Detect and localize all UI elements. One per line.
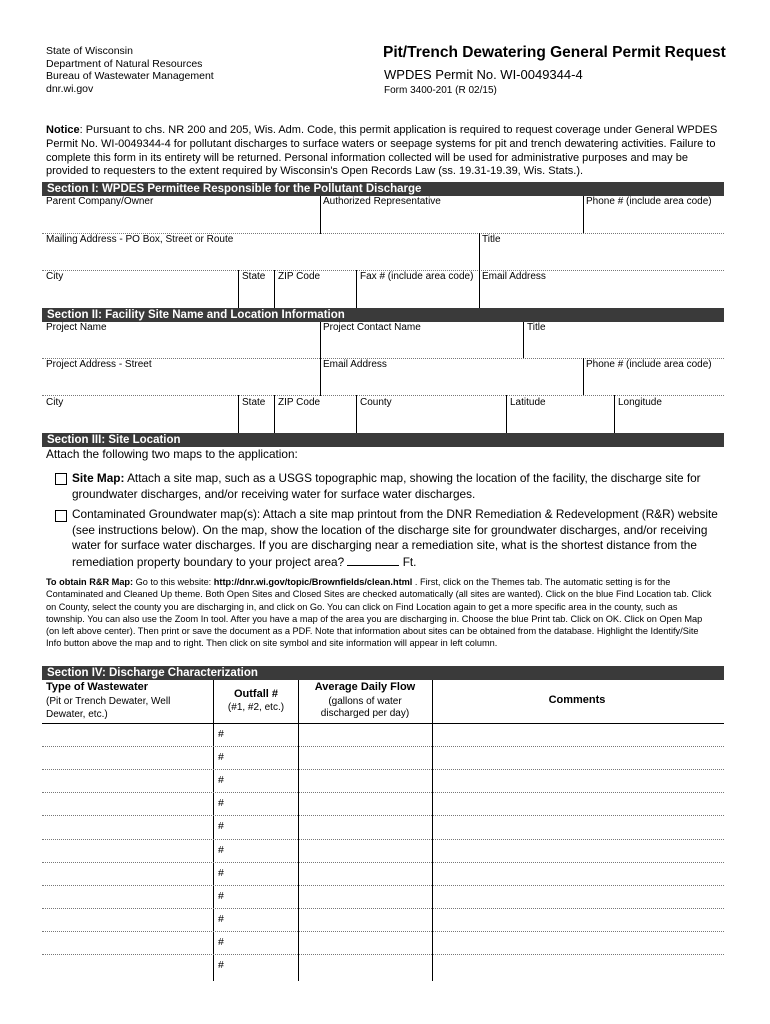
phone-label: Phone # (include area code): [586, 196, 712, 207]
table-row[interactable]: [42, 839, 724, 862]
agency-block: [46, 45, 214, 95]
divider: [356, 395, 357, 433]
row-divider: [42, 769, 724, 770]
divider: [479, 233, 480, 271]
col-type-title: Type of Wastewater: [46, 681, 149, 693]
divider: [320, 322, 321, 359]
rr-instructions-text: . First, click on the Themes tab. The automatic setting is for the Contaminated and Cleaned Up theme. Both Open Sites and Closed Sites are checked automatically (all sites are wanted). Click on the blue Find Location tab. Click on County, select the county you are discharging in, and click on Go. You can click on Find Location again to get a more specific area in the county, such as township. You can also use the Zoom In tool. After you have a map of the area you are discharging in. Choose the blue Print tab. Click on OK. Click on Open Map (on left above center). Then print or save the document as a PDF. Note that information about sites can be obtained from the database. Highlight the Identify/Site Info button above the map and to right. Then click on site symbol and site information will appear in left column.: [46, 577, 712, 649]
groundwater-map-description: Contaminated Groundwater map(s): Attach a site map printout from the DNR Remediation & Redevelopment (R&R) website (see instructions below). On the map, show the location of the discharge site for groundwater discharges, and/or receiving water for surface water discharges. If you are discharging near a remediation site, what is the shortest distance from the remediation property boundary to your project area?: [72, 507, 718, 569]
table-row[interactable]: [42, 954, 724, 977]
title-label: Title: [482, 234, 501, 245]
outfall-marker: #: [218, 959, 224, 971]
col-outfall-title: Outfall #: [233, 688, 278, 700]
table-row[interactable]: [42, 746, 724, 769]
agency-website: dnr.wi.gov: [46, 82, 94, 95]
outfall-marker: #: [218, 843, 224, 856]
row-divider: [42, 395, 724, 396]
form-number: Form 3400-201 (R 02/15): [384, 85, 497, 96]
col-outfall-sub: (#1, #2, etc.): [227, 702, 285, 713]
col-type-sub: (Pit or Trench Dewater, Well Dewater, etc.): [46, 696, 171, 720]
notice-label: Notice: [46, 124, 80, 136]
project-address-label: Project Address - Street: [46, 359, 152, 370]
title-label: Title: [527, 322, 546, 333]
agency-state: State of Wisconsin: [46, 45, 133, 57]
divider: [479, 270, 480, 308]
divider: [523, 322, 524, 359]
table-row[interactable]: [42, 723, 724, 746]
table-row[interactable]: [42, 862, 724, 885]
table-row[interactable]: [42, 792, 724, 815]
outfall-marker: #: [218, 935, 224, 948]
table-row[interactable]: [42, 769, 724, 792]
permit-number: WPDES Permit No. WI-0049344-4: [384, 67, 583, 82]
fax-label: Fax # (include area code): [360, 271, 474, 282]
site-map-label: Site Map:: [72, 471, 125, 485]
divider: [320, 196, 321, 234]
latitude-label: Latitude: [510, 397, 546, 408]
section3-header: Section III: Site Location: [42, 433, 724, 447]
section4-header: Section IV: Discharge Characterization: [42, 666, 724, 680]
rr-label: To obtain R&R Map:: [46, 577, 134, 587]
county-label: County: [360, 397, 392, 408]
col-comments-title: Comments: [548, 694, 606, 706]
table-row[interactable]: [42, 931, 724, 954]
row-divider: [42, 862, 724, 863]
state-label: State: [242, 397, 266, 408]
project-name-label: Project Name: [46, 322, 107, 333]
site-map-description: Attach a site map, such as a USGS topographic map, showing the location of the facility, the discharge site for groundwater discharges, and/or receiving water for surface water discharges.: [72, 471, 701, 501]
feet-suffix: Ft.: [402, 554, 417, 569]
row-divider: [42, 746, 724, 747]
phone-label: Phone # (include area code): [586, 359, 712, 370]
outfall-marker: #: [218, 774, 224, 787]
divider: [274, 270, 275, 308]
notice-paragraph: [46, 124, 718, 179]
row-divider: [42, 792, 724, 793]
rr-url-link[interactable]: http://dnr.wi.gov/topic/Brownfields/clean.html: [213, 577, 413, 587]
table-row[interactable]: [42, 908, 724, 931]
groundwater-map-checkbox[interactable]: [55, 510, 67, 522]
zip-label: ZIP Code: [278, 397, 321, 408]
outfall-marker: #: [218, 866, 224, 879]
longitude-label: Longitude: [618, 397, 662, 408]
divider: [356, 270, 357, 308]
divider: [614, 395, 615, 433]
project-contact-label: Project Contact Name: [323, 322, 421, 333]
state-label: State: [242, 271, 266, 282]
groundwater-map-text: [72, 507, 722, 570]
outfall-marker: #: [218, 889, 224, 902]
outfall-marker: #: [218, 751, 224, 764]
row-divider: [42, 815, 724, 816]
outfall-marker: #: [218, 797, 224, 810]
table-row[interactable]: [42, 815, 724, 838]
site-map-text: [72, 471, 722, 502]
divider: [506, 395, 507, 433]
divider: [583, 196, 584, 234]
rr-pre: Go to this website:: [133, 577, 214, 587]
divider: [274, 395, 275, 433]
divider: [238, 395, 239, 433]
row-divider: [42, 954, 724, 955]
table-row[interactable]: [42, 885, 724, 908]
row-divider: [42, 908, 724, 909]
divider: [583, 358, 584, 396]
section1-header: Section I: WPDES Permittee Responsible for the Pollutant Discharge: [42, 182, 724, 196]
email-label: Email Address: [323, 359, 387, 370]
agency-bureau: Bureau of Wastewater Management: [46, 70, 214, 82]
maps-intro: Attach the following two maps to the application:: [46, 447, 298, 461]
row-divider: [42, 931, 724, 932]
outfall-marker: #: [218, 728, 224, 740]
city-label: City: [46, 397, 64, 408]
email-label: Email Address: [482, 271, 546, 282]
outfall-marker: #: [218, 820, 224, 833]
distance-input[interactable]: [347, 554, 399, 566]
row-divider: [42, 839, 724, 840]
authorized-rep-label: Authorized Representative: [323, 196, 441, 207]
form-title: Pit/Trench Dewatering General Permit Request: [383, 44, 726, 61]
mailing-address-label: Mailing Address - PO Box, Street or Route: [46, 234, 234, 245]
parent-company-label: Parent Company/Owner: [46, 196, 154, 207]
city-label: City: [46, 271, 64, 282]
divider: [320, 358, 321, 396]
rr-map-instructions: [46, 576, 716, 650]
row-divider: [42, 885, 724, 886]
notice-text: : Pursuant to chs. NR 200 and 205, Wis. Adm. Code, this permit application is required to request coverage under General WPDES Permit No. WI-0049344-4 for pollutant discharges to surface waters or seepage systems for pit and trench dewatering activities. Failure to complete this form in its entirety will be returned. Personal information collected will be used for administrative purposes and may be provided to requesters to the extent required by Wisconsin's Open Records Law (ss. 19.31-19.39, Wis. Stats.).: [46, 124, 718, 178]
outfall-marker: #: [218, 912, 224, 925]
divider: [238, 270, 239, 308]
col-flow-title: Average Daily Flow: [314, 681, 416, 693]
agency-department: Department of Natural Resources: [46, 57, 203, 70]
section2-header: Section II: Facility Site Name and Location Information: [42, 308, 724, 322]
col-flow-sub: (gallons of water discharged per day): [320, 696, 410, 719]
zip-label: ZIP Code: [278, 271, 321, 282]
site-map-checkbox[interactable]: [55, 473, 67, 485]
